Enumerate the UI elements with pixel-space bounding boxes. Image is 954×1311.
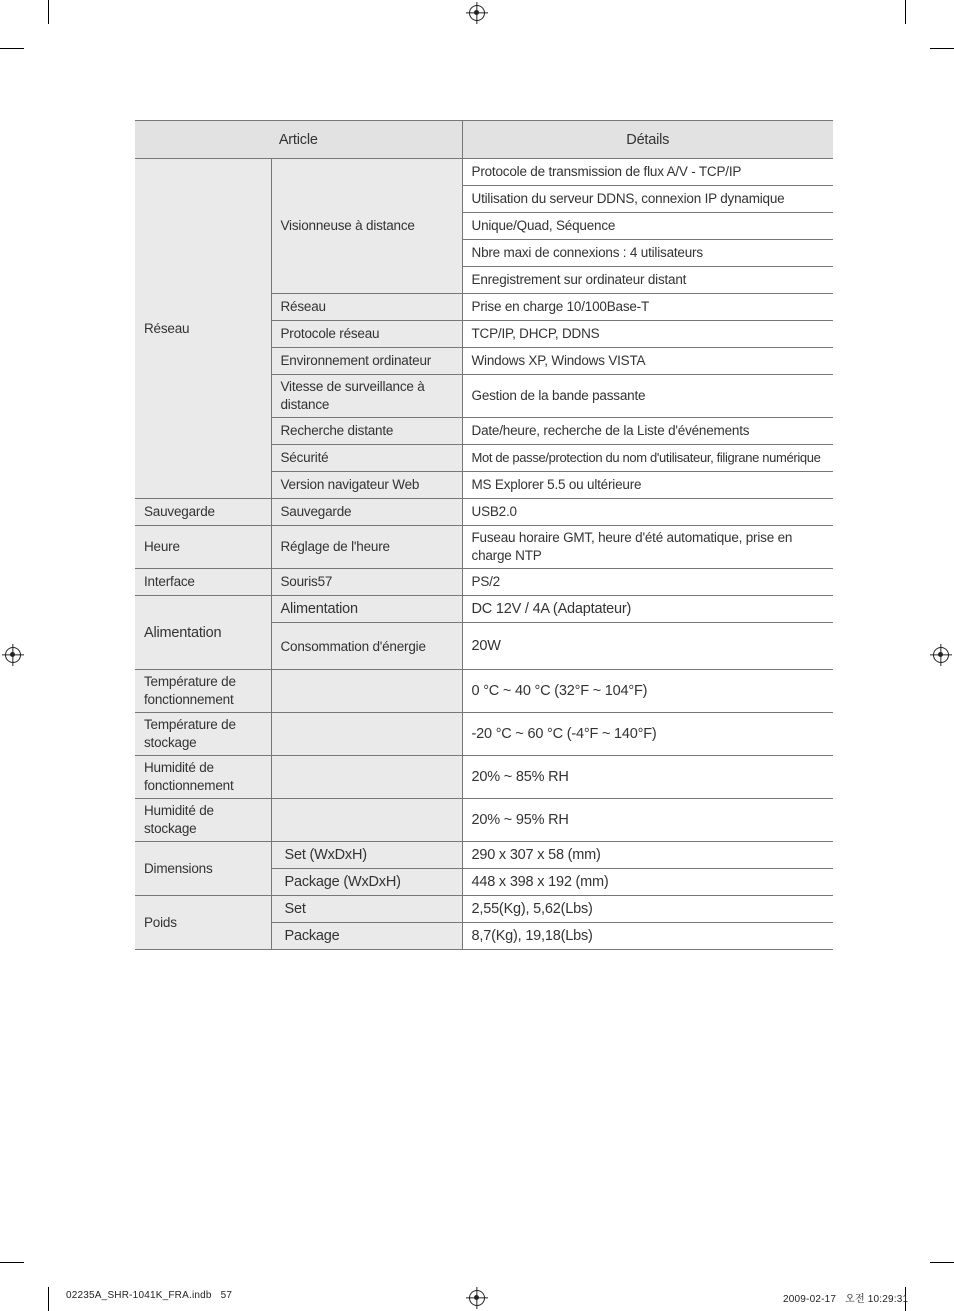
category-cell: Humidité de stockage — [135, 799, 271, 842]
item-cell: Visionneuse à distance — [271, 159, 462, 294]
detail-cell: Prise en charge 10/100Base-T — [462, 294, 833, 321]
category-cell: Alimentation — [135, 596, 271, 670]
item-cell: Recherche distante — [271, 418, 462, 445]
detail-cell: Protocole de transmission de flux A/V - TCP/IP — [462, 159, 833, 186]
header-details: Détails — [462, 121, 833, 159]
item-cell: Protocole réseau — [271, 321, 462, 348]
table-row — [135, 799, 833, 842]
detail-cell: Windows XP, Windows VISTA — [462, 348, 833, 375]
detail-cell: Enregistrement sur ordinateur distant — [462, 267, 833, 294]
detail-cell: PS/2 — [462, 569, 833, 596]
table-row — [135, 159, 833, 186]
registration-mark-icon — [933, 647, 949, 663]
table-row — [135, 896, 833, 923]
header-article: Article — [135, 121, 462, 159]
category-cell: Poids — [135, 896, 271, 950]
crop-mark — [930, 1262, 954, 1263]
detail-cell: 20% ~ 85% RH — [462, 756, 833, 799]
item-cell: Package (WxDxH) — [271, 869, 462, 896]
item-cell: Sauvegarde — [271, 499, 462, 526]
category-cell: Réseau — [135, 159, 271, 499]
category-cell: Dimensions — [135, 842, 271, 896]
footer-file-info: 02235A_SHR-1041K_FRA.indb 57 — [66, 1290, 233, 1301]
table-row — [135, 526, 833, 569]
detail-cell: 20% ~ 95% RH — [462, 799, 833, 842]
crop-mark — [48, 1287, 49, 1311]
item-cell — [271, 756, 462, 799]
registration-mark-icon — [5, 647, 21, 663]
item-cell: Consommation d'énergie — [271, 623, 462, 670]
item-cell — [271, 713, 462, 756]
item-cell: Réglage de l'heure — [271, 526, 462, 569]
detail-cell: 290 x 307 x 58 (mm) — [462, 842, 833, 869]
detail-cell: Unique/Quad, Séquence — [462, 213, 833, 240]
detail-cell: Utilisation du serveur DDNS, connexion IP dynamique — [462, 186, 833, 213]
crop-mark — [930, 48, 954, 49]
detail-cell: 2,55(Kg), 5,62(Lbs) — [462, 896, 833, 923]
detail-cell: DC 12V / 4A (Adaptateur) — [462, 596, 833, 623]
crop-mark — [0, 48, 24, 49]
detail-cell: -20 °C ~ 60 °C (-4°F ~ 140°F) — [462, 713, 833, 756]
item-cell: Environnement ordinateur — [271, 348, 462, 375]
item-cell: Package — [271, 923, 462, 950]
crop-mark — [0, 1262, 24, 1263]
item-cell: Souris57 — [271, 569, 462, 596]
table-row — [135, 596, 833, 623]
crop-mark — [48, 0, 49, 24]
table-header-row — [135, 121, 833, 159]
category-cell: Heure — [135, 526, 271, 569]
item-cell: Réseau — [271, 294, 462, 321]
item-cell: Set (WxDxH) — [271, 842, 462, 869]
category-cell: Interface — [135, 569, 271, 596]
item-cell — [271, 799, 462, 842]
detail-cell: 20W — [462, 623, 833, 670]
table-row — [135, 569, 833, 596]
detail-cell: Nbre maxi de connexions : 4 utilisateurs — [462, 240, 833, 267]
detail-cell: Mot de passe/protection du nom d'utilisateur, filigrane numérique — [462, 445, 833, 472]
registration-mark-icon — [469, 1290, 485, 1306]
item-cell: Version navigateur Web — [271, 472, 462, 499]
detail-cell: USB2.0 — [462, 499, 833, 526]
item-cell — [271, 670, 462, 713]
specifications-table — [135, 120, 833, 950]
item-cell: Set — [271, 896, 462, 923]
detail-cell: MS Explorer 5.5 ou ultérieure — [462, 472, 833, 499]
crop-mark — [905, 0, 906, 24]
item-cell: Sécurité — [271, 445, 462, 472]
detail-cell: TCP/IP, DHCP, DDNS — [462, 321, 833, 348]
table-row — [135, 499, 833, 526]
table-row — [135, 842, 833, 869]
category-cell: Température de stockage — [135, 713, 271, 756]
category-cell: Sauvegarde — [135, 499, 271, 526]
table-row — [135, 713, 833, 756]
detail-cell: 448 x 398 x 192 (mm) — [462, 869, 833, 896]
item-cell: Alimentation — [271, 596, 462, 623]
detail-cell: Gestion de la bande passante — [462, 375, 833, 418]
item-cell: Vitesse de surveillance à distance — [271, 375, 462, 418]
detail-cell: 8,7(Kg), 19,18(Lbs) — [462, 923, 833, 950]
registration-mark-icon — [469, 5, 485, 21]
table-row — [135, 756, 833, 799]
detail-cell: 0 °C ~ 40 °C (32°F ~ 104°F) — [462, 670, 833, 713]
detail-cell: Fuseau horaire GMT, heure d'été automatique, prise en charge NTP — [462, 526, 833, 569]
table-row — [135, 670, 833, 713]
detail-cell: Date/heure, recherche de la Liste d'événements — [462, 418, 833, 445]
category-cell: Humidité de fonctionnement — [135, 756, 271, 799]
category-cell: Température de fonctionnement — [135, 670, 271, 713]
footer-timestamp: 2009-02-17 오전 10:29:31 — [783, 1294, 909, 1305]
